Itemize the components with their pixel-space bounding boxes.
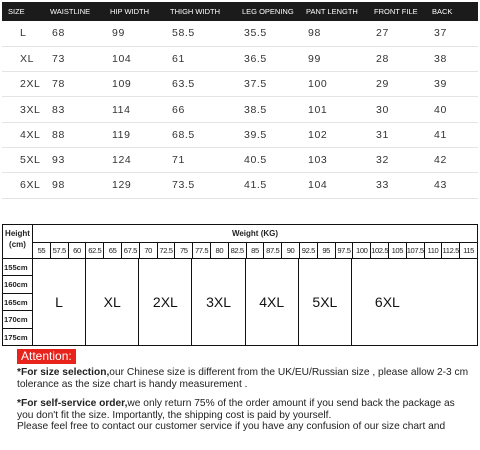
- measurement-cell: 27: [368, 21, 426, 46]
- size-name-cell: 2XL: [2, 72, 44, 97]
- height-value-cell: 155cm: [3, 259, 32, 276]
- weight-value-cell: 107.5: [407, 243, 425, 258]
- weight-value-cell: 105: [389, 243, 407, 258]
- size-chart-column-header: FRONT FILE: [368, 2, 426, 21]
- size-chart-body: [2, 21, 478, 198]
- measurement-cell: 63.5: [164, 72, 236, 97]
- weight-value-cell: 87.5: [264, 243, 282, 258]
- measurement-cell: 109: [104, 72, 164, 97]
- weight-value-cell: 65: [104, 243, 122, 258]
- weight-value-cell: 100: [353, 243, 371, 258]
- measurement-cell: 58.5: [164, 21, 236, 46]
- size-region-label: XL: [86, 259, 139, 345]
- size-region-label: L: [33, 259, 86, 345]
- measurement-cell: 101: [300, 97, 368, 122]
- self-service-note-title: *For self-service order,: [17, 398, 128, 409]
- weight-axis-title: Weight (KG): [33, 225, 477, 243]
- weight-values-row: [33, 243, 477, 259]
- measurement-cell: 66: [164, 97, 236, 122]
- weight-value-cell: 112.5: [442, 243, 460, 258]
- measurement-cell: 88: [44, 122, 104, 147]
- size-region-label: 3XL: [192, 259, 245, 345]
- weight-value-cell: 97.5: [336, 243, 354, 258]
- measurement-cell: 119: [104, 122, 164, 147]
- weight-value-cell: 72.5: [158, 243, 176, 258]
- measurement-cell: 37: [426, 21, 478, 46]
- measurement-cell: 73.5: [164, 173, 236, 198]
- size-region-label: 6XL: [374, 294, 400, 310]
- weight-value-cell: 85: [247, 243, 265, 258]
- height-value-cell: 160cm: [3, 276, 32, 293]
- height-label-line2: (cm): [9, 240, 26, 249]
- measurement-cell: 42: [426, 147, 478, 172]
- size-chart-row: [2, 97, 478, 122]
- measurement-cell: 103: [300, 147, 368, 172]
- size-name-cell: 5XL: [2, 147, 44, 172]
- weight-value-cell: 75: [175, 243, 193, 258]
- size-chart-column-header: HIP WIDTH: [104, 2, 164, 21]
- measurement-cell: 31: [368, 122, 426, 147]
- weight-height-grid: [2, 224, 478, 346]
- measurement-cell: 43: [426, 173, 478, 198]
- self-service-note: [17, 398, 472, 421]
- measurement-cell: 99: [300, 46, 368, 71]
- size-selection-note: [17, 367, 472, 390]
- size-chart-row: [2, 21, 478, 46]
- measurement-cell: 32: [368, 147, 426, 172]
- measurement-cell: 71: [164, 147, 236, 172]
- size-chart-row: [2, 173, 478, 198]
- weight-value-cell: 60: [69, 243, 87, 258]
- height-value-cell: 175cm: [4, 332, 28, 342]
- measurement-cell: 124: [104, 147, 164, 172]
- weight-value-cell: 55: [33, 243, 51, 258]
- measurement-cell: 39: [426, 72, 478, 97]
- measurement-cell: 98: [44, 173, 104, 198]
- weight-value-cell: 92.5: [300, 243, 318, 258]
- size-selection-note-title: *For size selection,: [17, 367, 110, 378]
- size-name-cell: XL: [2, 46, 44, 71]
- size-region-label: 2XL: [139, 259, 192, 345]
- height-values-column: [3, 259, 33, 345]
- height-value-cell: 165cm: [3, 294, 32, 311]
- weight-value-cell: 62.5: [86, 243, 104, 258]
- measurement-cell: 129: [104, 173, 164, 198]
- measurement-cell: 73: [44, 46, 104, 71]
- size-region-label: 5XL: [299, 259, 352, 345]
- size-chart-table: [2, 2, 478, 199]
- measurement-cell: 100: [300, 72, 368, 97]
- measurement-cell: 114: [104, 97, 164, 122]
- size-chart-column-header: LEG OPENING: [236, 2, 300, 21]
- measurement-cell: 78: [44, 72, 104, 97]
- measurement-cell: 35.5: [236, 21, 300, 46]
- size-chart-row: [2, 122, 478, 147]
- measurement-cell: 40.5: [236, 147, 300, 172]
- size-chart-column-header: BACK: [426, 2, 478, 21]
- size-selection-note-text: our Chinese size is different from the UK/EU/Russian size , please allow 2-3 cm tolerance as the size chart is handy measurement .: [17, 367, 469, 390]
- measurement-cell: 33: [368, 173, 426, 198]
- size-chart-row: [2, 147, 478, 172]
- attention-badge: Attention:: [17, 349, 76, 364]
- measurement-cell: 41.5: [236, 173, 300, 198]
- height-value-cell: 170cm: [3, 311, 32, 328]
- measurement-cell: 41: [426, 122, 478, 147]
- size-name-cell: 6XL: [2, 173, 44, 198]
- measurement-cell: 28: [368, 46, 426, 71]
- measurement-cell: 30: [368, 97, 426, 122]
- size-chart-header-row: [2, 2, 478, 21]
- size-chart-row: [2, 46, 478, 71]
- contact-note: Please feel free to contact our customer service if you have any confusion of our size chart and: [17, 421, 446, 432]
- size-name-cell: L: [2, 21, 44, 46]
- size-region-label: 4XL: [246, 259, 299, 345]
- measurement-cell: 83: [44, 97, 104, 122]
- size-chart-column-header: SIZE: [2, 2, 44, 21]
- measurement-cell: 104: [300, 173, 368, 198]
- weight-value-cell: 115: [463, 246, 474, 255]
- size-chart-column-header: THIGH WIDTH: [164, 2, 236, 21]
- size-name-cell: 3XL: [2, 97, 44, 122]
- measurement-cell: 68: [44, 21, 104, 46]
- measurement-cell: 98: [300, 21, 368, 46]
- measurement-cell: 102: [300, 122, 368, 147]
- weight-value-cell: 95: [318, 243, 336, 258]
- measurement-cell: 39.5: [236, 122, 300, 147]
- measurement-cell: 104: [104, 46, 164, 71]
- height-label-line1: Height: [5, 229, 30, 238]
- measurement-cell: 37.5: [236, 72, 300, 97]
- weight-value-cell: 82.5: [229, 243, 247, 258]
- measurement-cell: 36.5: [236, 46, 300, 71]
- size-chart-column-header: WAISTLINE: [44, 2, 104, 21]
- weight-value-cell: 77.5: [193, 243, 211, 258]
- weight-value-cell: 102.5: [371, 243, 389, 258]
- weight-value-cell: 57.5: [51, 243, 69, 258]
- measurement-cell: 40: [426, 97, 478, 122]
- size-chart-row: [2, 72, 478, 97]
- measurement-cell: 38.5: [236, 97, 300, 122]
- measurement-cell: 38: [426, 46, 478, 71]
- size-name-cell: 4XL: [2, 122, 44, 147]
- measurement-cell: 61: [164, 46, 236, 71]
- self-service-note-text: we only return 75% of the order amount if you send back the package as you don't fit the size. Importantly, the shipping cost is paid by yourself.: [17, 398, 455, 421]
- weight-value-cell: 80: [211, 243, 229, 258]
- size-chart-column-header: PANT LENGTH: [300, 2, 368, 21]
- measurement-cell: 93: [44, 147, 104, 172]
- height-axis-label: [3, 225, 33, 259]
- weight-value-cell: 70: [140, 243, 158, 258]
- measurement-cell: 68.5: [164, 122, 236, 147]
- measurement-cell: 99: [104, 21, 164, 46]
- weight-value-cell: 67.5: [122, 243, 140, 258]
- weight-value-cell: 110: [425, 243, 443, 258]
- measurement-cell: 29: [368, 72, 426, 97]
- weight-value-cell: 90: [282, 243, 300, 258]
